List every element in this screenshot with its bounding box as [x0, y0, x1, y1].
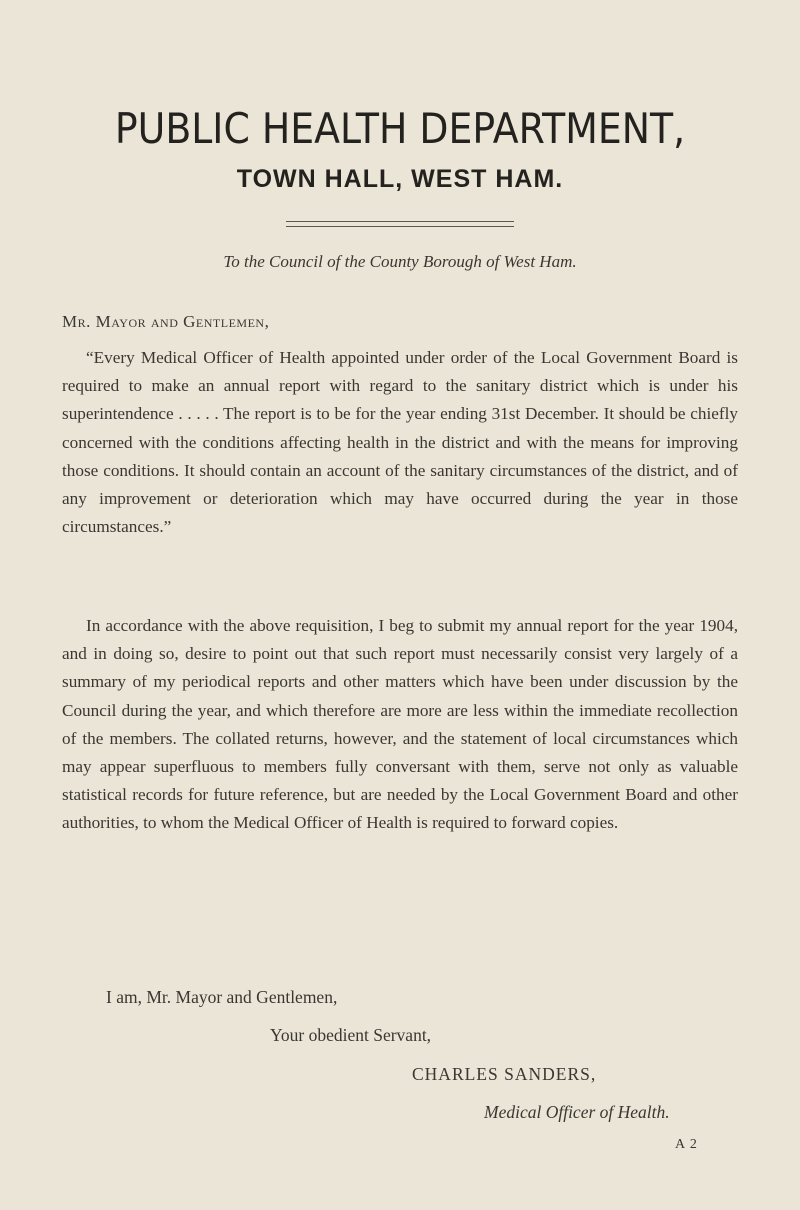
divider-rule [286, 221, 514, 227]
signatory-role: Medical Officer of Health. [484, 1102, 670, 1122]
quoted-paragraph: “Every Medical Officer of Health appointed under order of the Local Government Board is required to make an annual report with regard to the sanitary district which is under his superintendence . . . . . The report is to be for the year ending 31st December. It should be chiefly concerned with the conditions affecting health in the district and with the means for improving those conditions. It should contain an account of the sanitary circumstances of the district, and of any improvement or deterioration which may have occurred during the year in those circumstances.” [62, 348, 738, 537]
signatory-name: CHARLES SANDERS, [412, 1064, 597, 1084]
salutation: Mr. Mayor and Gentlemen, [62, 312, 270, 331]
page-subtitle: TOWN HALL, WEST HAM. [236, 165, 564, 193]
page-title: PUBLIC HEALTH DEPARTMENT, [114, 104, 686, 153]
report-paragraph: In accordance with the above requisition, I beg to submit my annual report for the year 1904, and in doing so, desire to point out that such report must necessarily consist very largely of a summary of my periodical reports and other matters which have been under discussion by the Council during the year, and which therefore are more are less within the immediate recollection of the members. The collated returns, however, and the statement of local circumstances which may appear superfluous to members fully conversant with them, serve not only as valuable statistical records for future reference, but are needed by the Local Government Board and other authorities, to whom the Medical Officer of Health is required to forward copies. [62, 616, 738, 833]
signature-mark: A 2 [675, 1137, 698, 1152]
closing-servant: Your obedient Servant, [270, 1025, 432, 1045]
address-line: To the Council of the County Borough of West Ham. [223, 252, 577, 271]
closing-greeting: I am, Mr. Mayor and Gentlemen, [106, 987, 338, 1007]
